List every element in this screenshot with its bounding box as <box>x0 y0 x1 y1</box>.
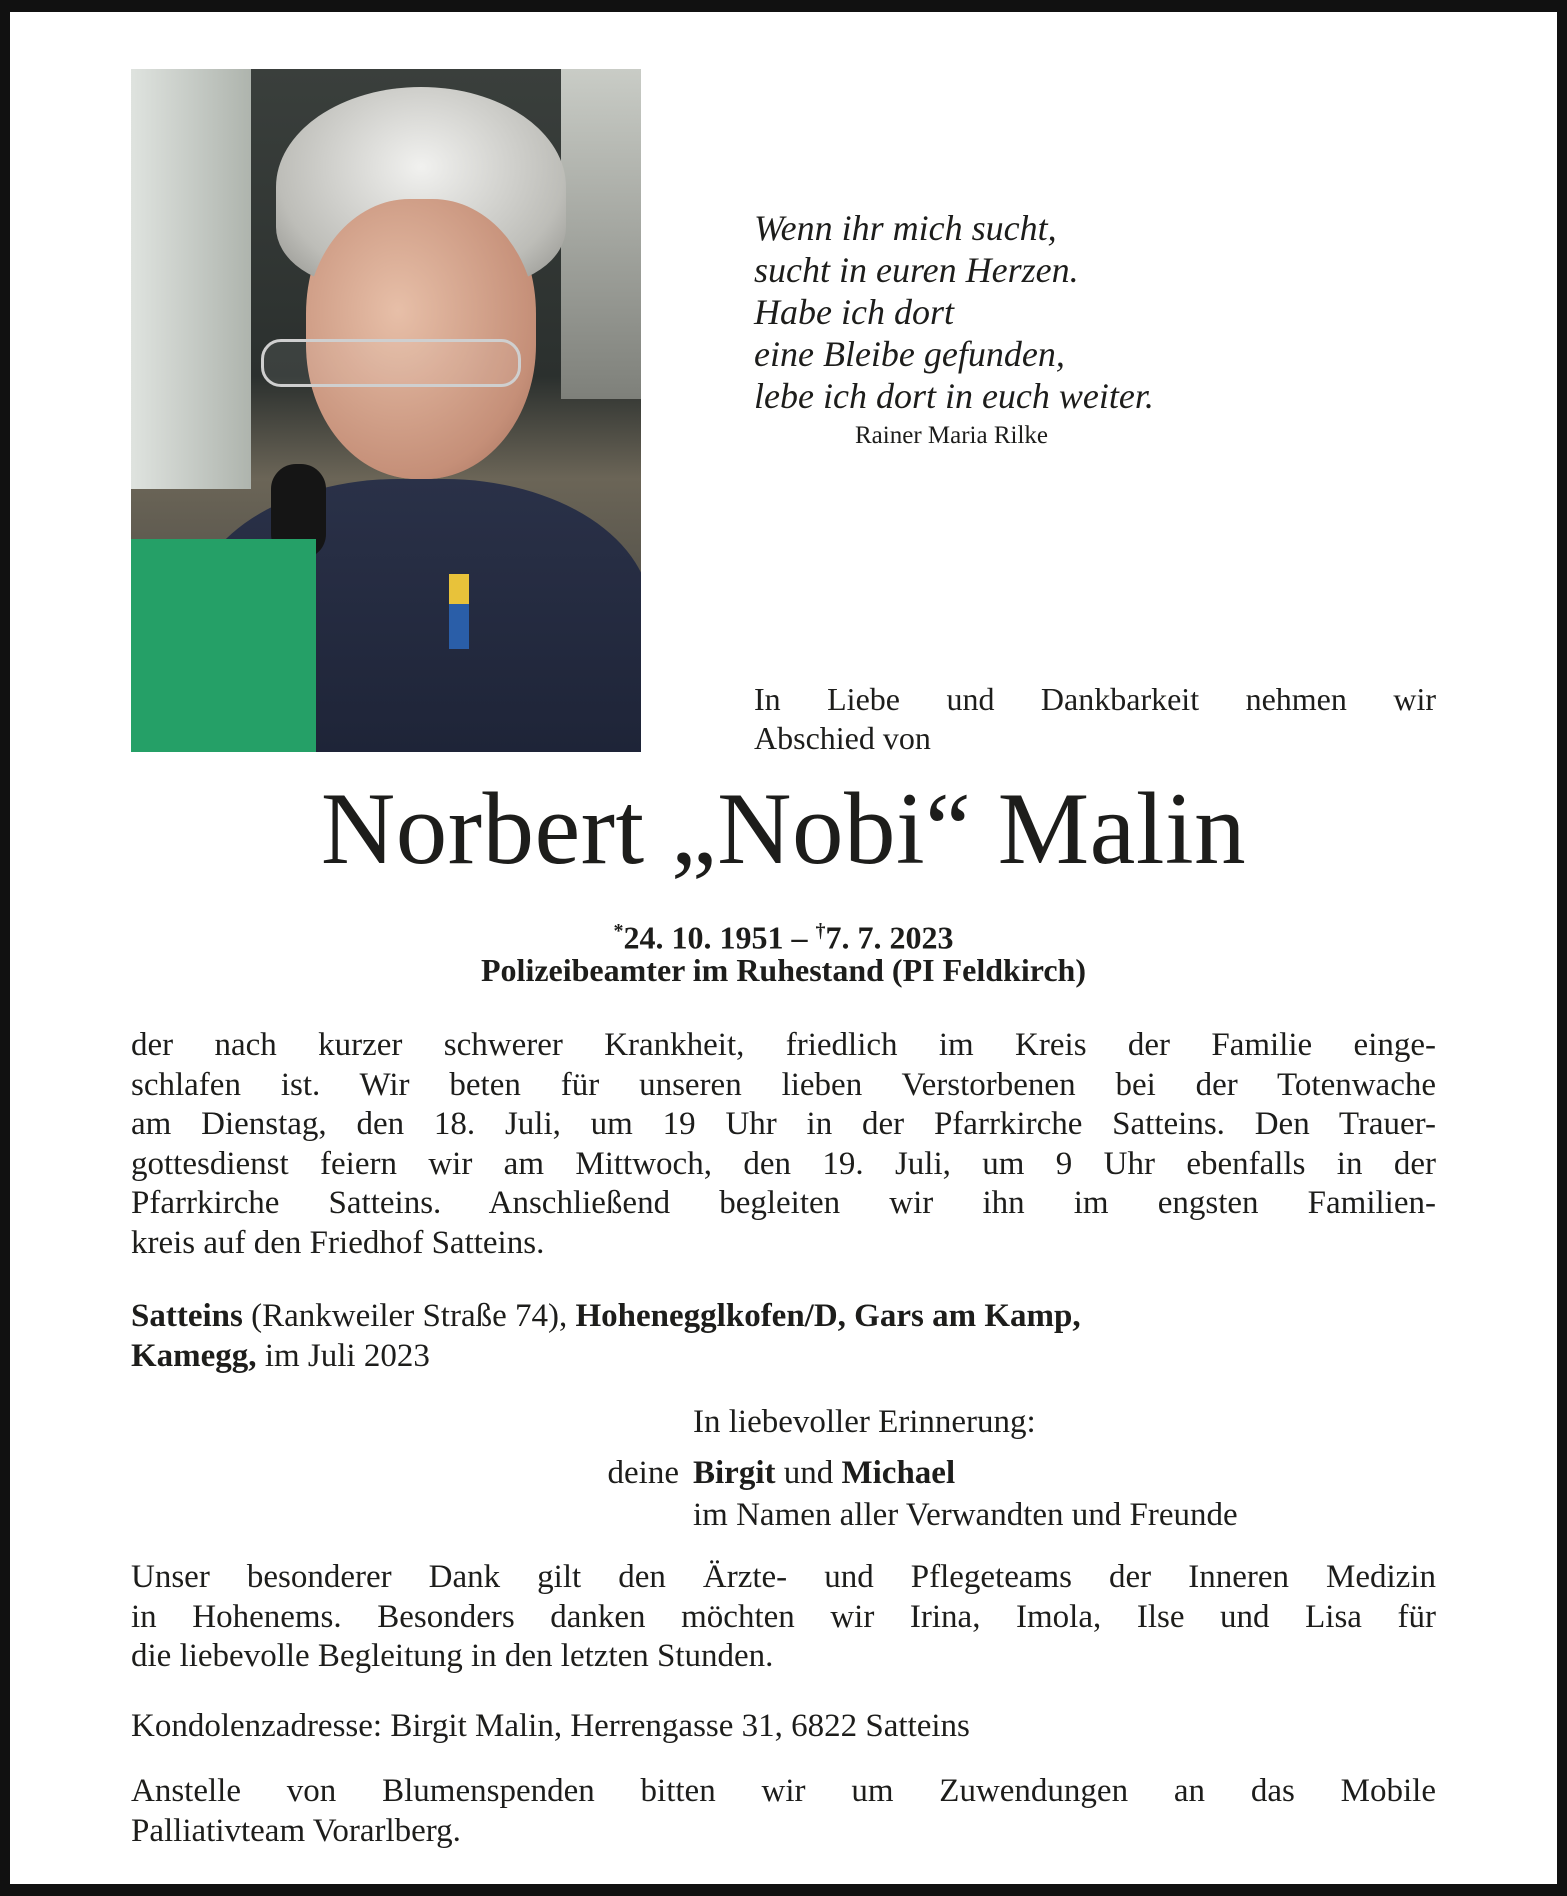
birth-symbol: * <box>613 920 624 942</box>
text-line: schlafen ist. Wir beten für unseren lieben Verstorbenen bei der Totenwache <box>131 1066 1436 1103</box>
text-line: die liebevolle Begleitung in den letzten Stunden. <box>131 1638 774 1674</box>
poem-line: Wenn ihr mich sucht, <box>754 208 1057 248</box>
poem-author: Rainer Maria Rilke <box>855 422 1048 449</box>
death-symbol: † <box>815 920 826 942</box>
photo-window <box>131 69 251 489</box>
photo-pin <box>449 574 469 649</box>
photo-green-folder <box>131 539 316 752</box>
birth-date: 24. 10. 1951 – <box>623 919 816 956</box>
place-satteins: Satteins <box>131 1298 243 1334</box>
deceased-name: Norbert „Nobi“ Malin <box>320 772 1247 886</box>
text-line: der nach kurzer schwerer Krankheit, friedlich im Kreis der Familie einge- <box>131 1027 1436 1063</box>
text-line: am Dienstag, den 18. Juli, um 19 Uhr in der Pfarrkirche Satteins. Den Trauer- <box>131 1106 1436 1142</box>
text-line: Unser besonderer Dank gilt den Ärzte- und Pflegeteams der Inneren Medizin <box>131 1559 1436 1595</box>
signoff-prefix: deine <box>607 1455 679 1491</box>
signoff-on-behalf: im Namen aller Verwandten und Freunde <box>693 1497 1238 1533</box>
intro-line: Abschied von <box>754 720 931 756</box>
places-text <box>131 1297 1436 1376</box>
remembrance-label: In liebevoller Erinnerung: <box>693 1404 1036 1440</box>
poem-line: Habe ich dort <box>754 292 954 332</box>
photo-background <box>561 69 641 399</box>
poem-line: lebe ich dort in euch weiter. <box>754 376 1154 416</box>
poem <box>754 207 1154 451</box>
poem-line: eine Bleibe gefunden, <box>754 334 1065 374</box>
photo-glasses <box>261 339 521 387</box>
signoff-names <box>693 1453 955 1494</box>
poem-line: sucht in euren Herzen. <box>754 250 1079 290</box>
intro-line: In Liebe und Dankbarkeit nehmen wir <box>754 681 1436 717</box>
text-line: Palliativteam Vorarlberg. <box>131 1812 461 1849</box>
condolence-address: Kondolenzadresse: Birgit Malin, Herrengasse 31, 6822 Satteins <box>131 1708 970 1744</box>
death-date: 7. 7. 2023 <box>825 919 954 956</box>
life-dates <box>0 912 1567 957</box>
text-line: in Hohenems. Besonders danken möchten wir Irina, Imola, Ilse und Lisa für <box>131 1598 1436 1635</box>
text-line: gottesdienst feiern wir am Mittwoch, den 19. Juli, um 9 Uhr ebenfalls in der <box>131 1145 1436 1182</box>
text-line: kreis auf den Friedhof Satteins. <box>131 1224 545 1261</box>
thanks-text <box>131 1558 1436 1677</box>
intro-text <box>754 680 1436 758</box>
portrait-photo <box>131 69 641 752</box>
donation-text <box>131 1772 1436 1851</box>
place-date: im Juli 2023 <box>256 1337 430 1374</box>
name-birgit: Birgit <box>693 1455 776 1491</box>
address: (Rankweiler Straße 74), <box>242 1298 576 1334</box>
place-kamegg: Kamegg, <box>131 1337 257 1374</box>
conjunction: und <box>775 1455 842 1491</box>
text-line: Pfarrkirche Satteins. Anschließend begleiten wir ihn im engsten Familien- <box>131 1185 1436 1221</box>
text-line: Anstelle von Blumenspenden bitten wir um Zuwendungen an das Mobile <box>131 1773 1436 1809</box>
occupation: Polizeibeamter im Ruhestand (PI Feldkirch) <box>481 952 1086 988</box>
places-other: Hohenegglkofen/D, Gars am Kamp, <box>575 1298 1081 1334</box>
name-michael: Michael <box>841 1455 956 1491</box>
announcement-text <box>131 1026 1436 1263</box>
